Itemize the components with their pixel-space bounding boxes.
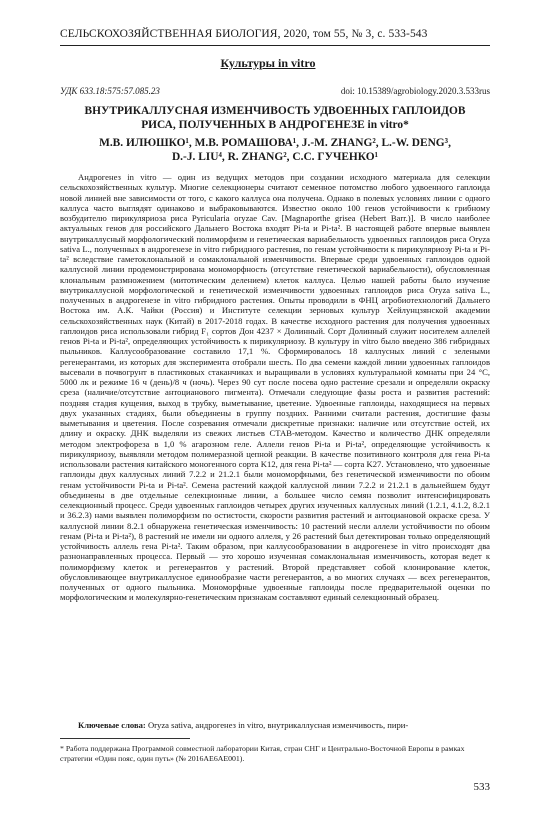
footnote-rule — [60, 738, 190, 739]
abstract-text: Андрогенез in vitro — один из ведущих методов при создании исходного материала для селекции сельскохозяйственных культур. Многие селекционеры считают семенное потомство любого удвоенного гаплоида новой линией вне зависимости от того, с какого каллуса она получена. Однако в полевых условиях линии с одного каллуса часто выглядят одинаково и выбраковываются. Известно около 100 генов устойчивости к грибному возбудителю пирикуляриоза риса Pyricularia oryzae Cav. [Magnaporthe grisea (Hebert Barr.)]. В число наиболее актуальных генов для российского Дальнего Востока входят Pi-ta и Pi-ta². В настоящей работе впервые выявлен внутрикаллусный морфологический полиморфизм и генетическая вариабельность удвоенных гаплоидов риса Oryza sativa L., полученных в андрогенезе in vitro гибридного растения, по генам устойчивости к пирикуляриозу Pi-ta и Pi-ta² вследствие гаметоклональной и сомаклональной изменчивости. Впервые среди удвоенных гаплоидов одной каллусной линии продемонстрирована мономорфность (отсутствие генетической вариабельности), обусловленная клональным размножением (митотическим делением) клеток каллуса. Целью нашей работы было изучение внутрикаллусной морфологической и генетической изменчивости удвоенных гаплоидов риса Oryza sativa L., полученных в андрогенезе in vitro гибридного растения. Опыты проводили в ФНЦ агробиотехнологий Дальнего Востока им. А.К. Чайки (Россия) и Институте селекции зерновых культур Хейлунцзянской академии сельскохозяйственных наук (Китай) в 2017-2018 годах. В качестве исходного растения для получения удвоенных гаплоидов риса использовали гибрид F₁ сортов Дон 4237 × Долинный. Сорт Долинный служит носителем аллелей генов Pi-ta и Pi-ta², определяющих устойчивость к пирикуляриозу. В культуру in vitro было введено 386 гибридных пыльников. Каллусообразование составило 17,1 %. Сформировалось 18 каллусных линий с зелеными регенерантами, из которых для эксперимента отобрали шесть. По два семени каждой линии удвоенных гаплоидов высевали в почвогрунт в пластиковых стаканчиках и выращивали в условиях культуральной комнаты при 24 °С, 5000 лк и режиме 16 ч (день)/8 ч (ночь). Через 90 сут после посева одно растение срезали и определяли окраску среза (наличие/отсутствие антоцианового пигмента). Отмечали следующие фазы роста и развития растений: поздняя стадия кущения, выход в трубку, выметывание, цветение. Удвоенные гаплоиды, находящиеся на первых двух указанных стадиях, были объединены в группу поздних. Ранними считали растения, достигшие фазы выметывания и цветения. После созревания отмечали дискретные признаки: наличие или отсутствие остей, их длину и окраску. ДНК выделяли из свежих листьев СТАВ-методом. Качество и количество ДНК определяли методом электрофореза в 1,0 % агарозном геле. Аллели генов Pi-ta и Pi-ta², определяющие устойчивость к пирикуляриозу, выявляли методом полимеразной цепной реакции. В качестве позитивного контроля для гена Pi-ta использовали растения китайского моногенного сорта K12, для гена Pi-ta² — сорта K27. Установлено, что удвоенные гаплоиды двух каллусных линий 7.2.2 и 21.2.1 были мономорфными, без генетической изменчивости по обоим генам устойчивости Pi-ta и Pi-ta². Семена растений каждой каллусной линии 7.2.2 и 21.2.1 в дальнейшем будут объединены в две отдельные селекционные линии, а большее число семян позволит интенсифицировать селекционный процесс. Среди удвоенных гаплоидов четырех других изученных каллусных линий (1.2.1, 4.1.2, 8.2.1 и 36.2.3) нами выявлен полиморфизм по остистости, скорости развития растений и антоциановой окраске среза. У каллусной линии 8.2.1 обнаружена генетическая изменчивость: 10 растений несли аллели устойчивости по обоим генам (Pi-ta и Pi-ta²), 8 растений не имели ни одного аллеля, у 26 растений был детектирован только определяющий устойчивость аллель гена Pi-ta². Таким образом, при каллусообразовании в андрогенезе in vitro происходят два разнонаправленных процесса. Первый — это хорошо изученная сомаклональная изменчивость, которая ведет к полиморфизму клеток и регенерантов у растений. Второй представляет собой клонирование клеток, обусловливающее внутрикаллусное единообразие части регенерантов, а во многих случаях — всех регенерантов, полученных от одного пыльника. Мономорфные удвоенные гаплоиды после предварительной оценки по морфологическим и молекулярно-генетическим признакам составляют единый селекционный образец. — [60, 172, 490, 603]
article-title — [60, 104, 490, 132]
running-head: СЕЛЬСКОХОЗЯЙСТВЕННАЯ БИОЛОГИЯ, 2020, том 55, № 3, с. 533-543 — [60, 28, 428, 40]
section-heading: Культуры in vitro — [220, 56, 316, 70]
keywords — [60, 720, 490, 731]
title-line: РИСА, ПОЛУЧЕННЫХ В АНДРОГЕНЕЗЕ in vitro* — [141, 119, 409, 131]
authors-line: М.В. ИЛЮШКО¹, М.В. РОМАШОВА¹, J.-M. ZHANG², L.-W. DENG³, — [99, 137, 451, 149]
abstract — [60, 172, 490, 603]
header-rule — [60, 45, 490, 46]
author-list — [60, 136, 490, 164]
keywords-label: Ключевые слова: — [78, 720, 146, 730]
udc-code: УДК 633.18:575:57.085.23 — [60, 86, 160, 96]
keywords-text: Oryza sativa, андрогенез in vitro, внутрикаллусная изменчивость, пири- — [147, 720, 409, 730]
page-number: 533 — [473, 781, 490, 793]
title-line: ВНУТРИКАЛЛУСНАЯ ИЗМЕНЧИВОСТЬ УДВОЕННЫХ ГАПЛОИДОВ — [84, 105, 466, 117]
authors-line: D.-J. LIU⁴, R. ZHANG², С.С. ГУЧЕНКО¹ — [171, 151, 379, 163]
footnote: * Работа поддержана Программой совместной лаборатории Китая, стран СНГ и Центрально-Восточной Европы в рамках стратегии «Один пояс, один путь» (№ 2016AE6AE001). — [60, 744, 465, 763]
doi: doi: 10.15389/agrobiology.2020.3.533rus — [340, 86, 490, 96]
